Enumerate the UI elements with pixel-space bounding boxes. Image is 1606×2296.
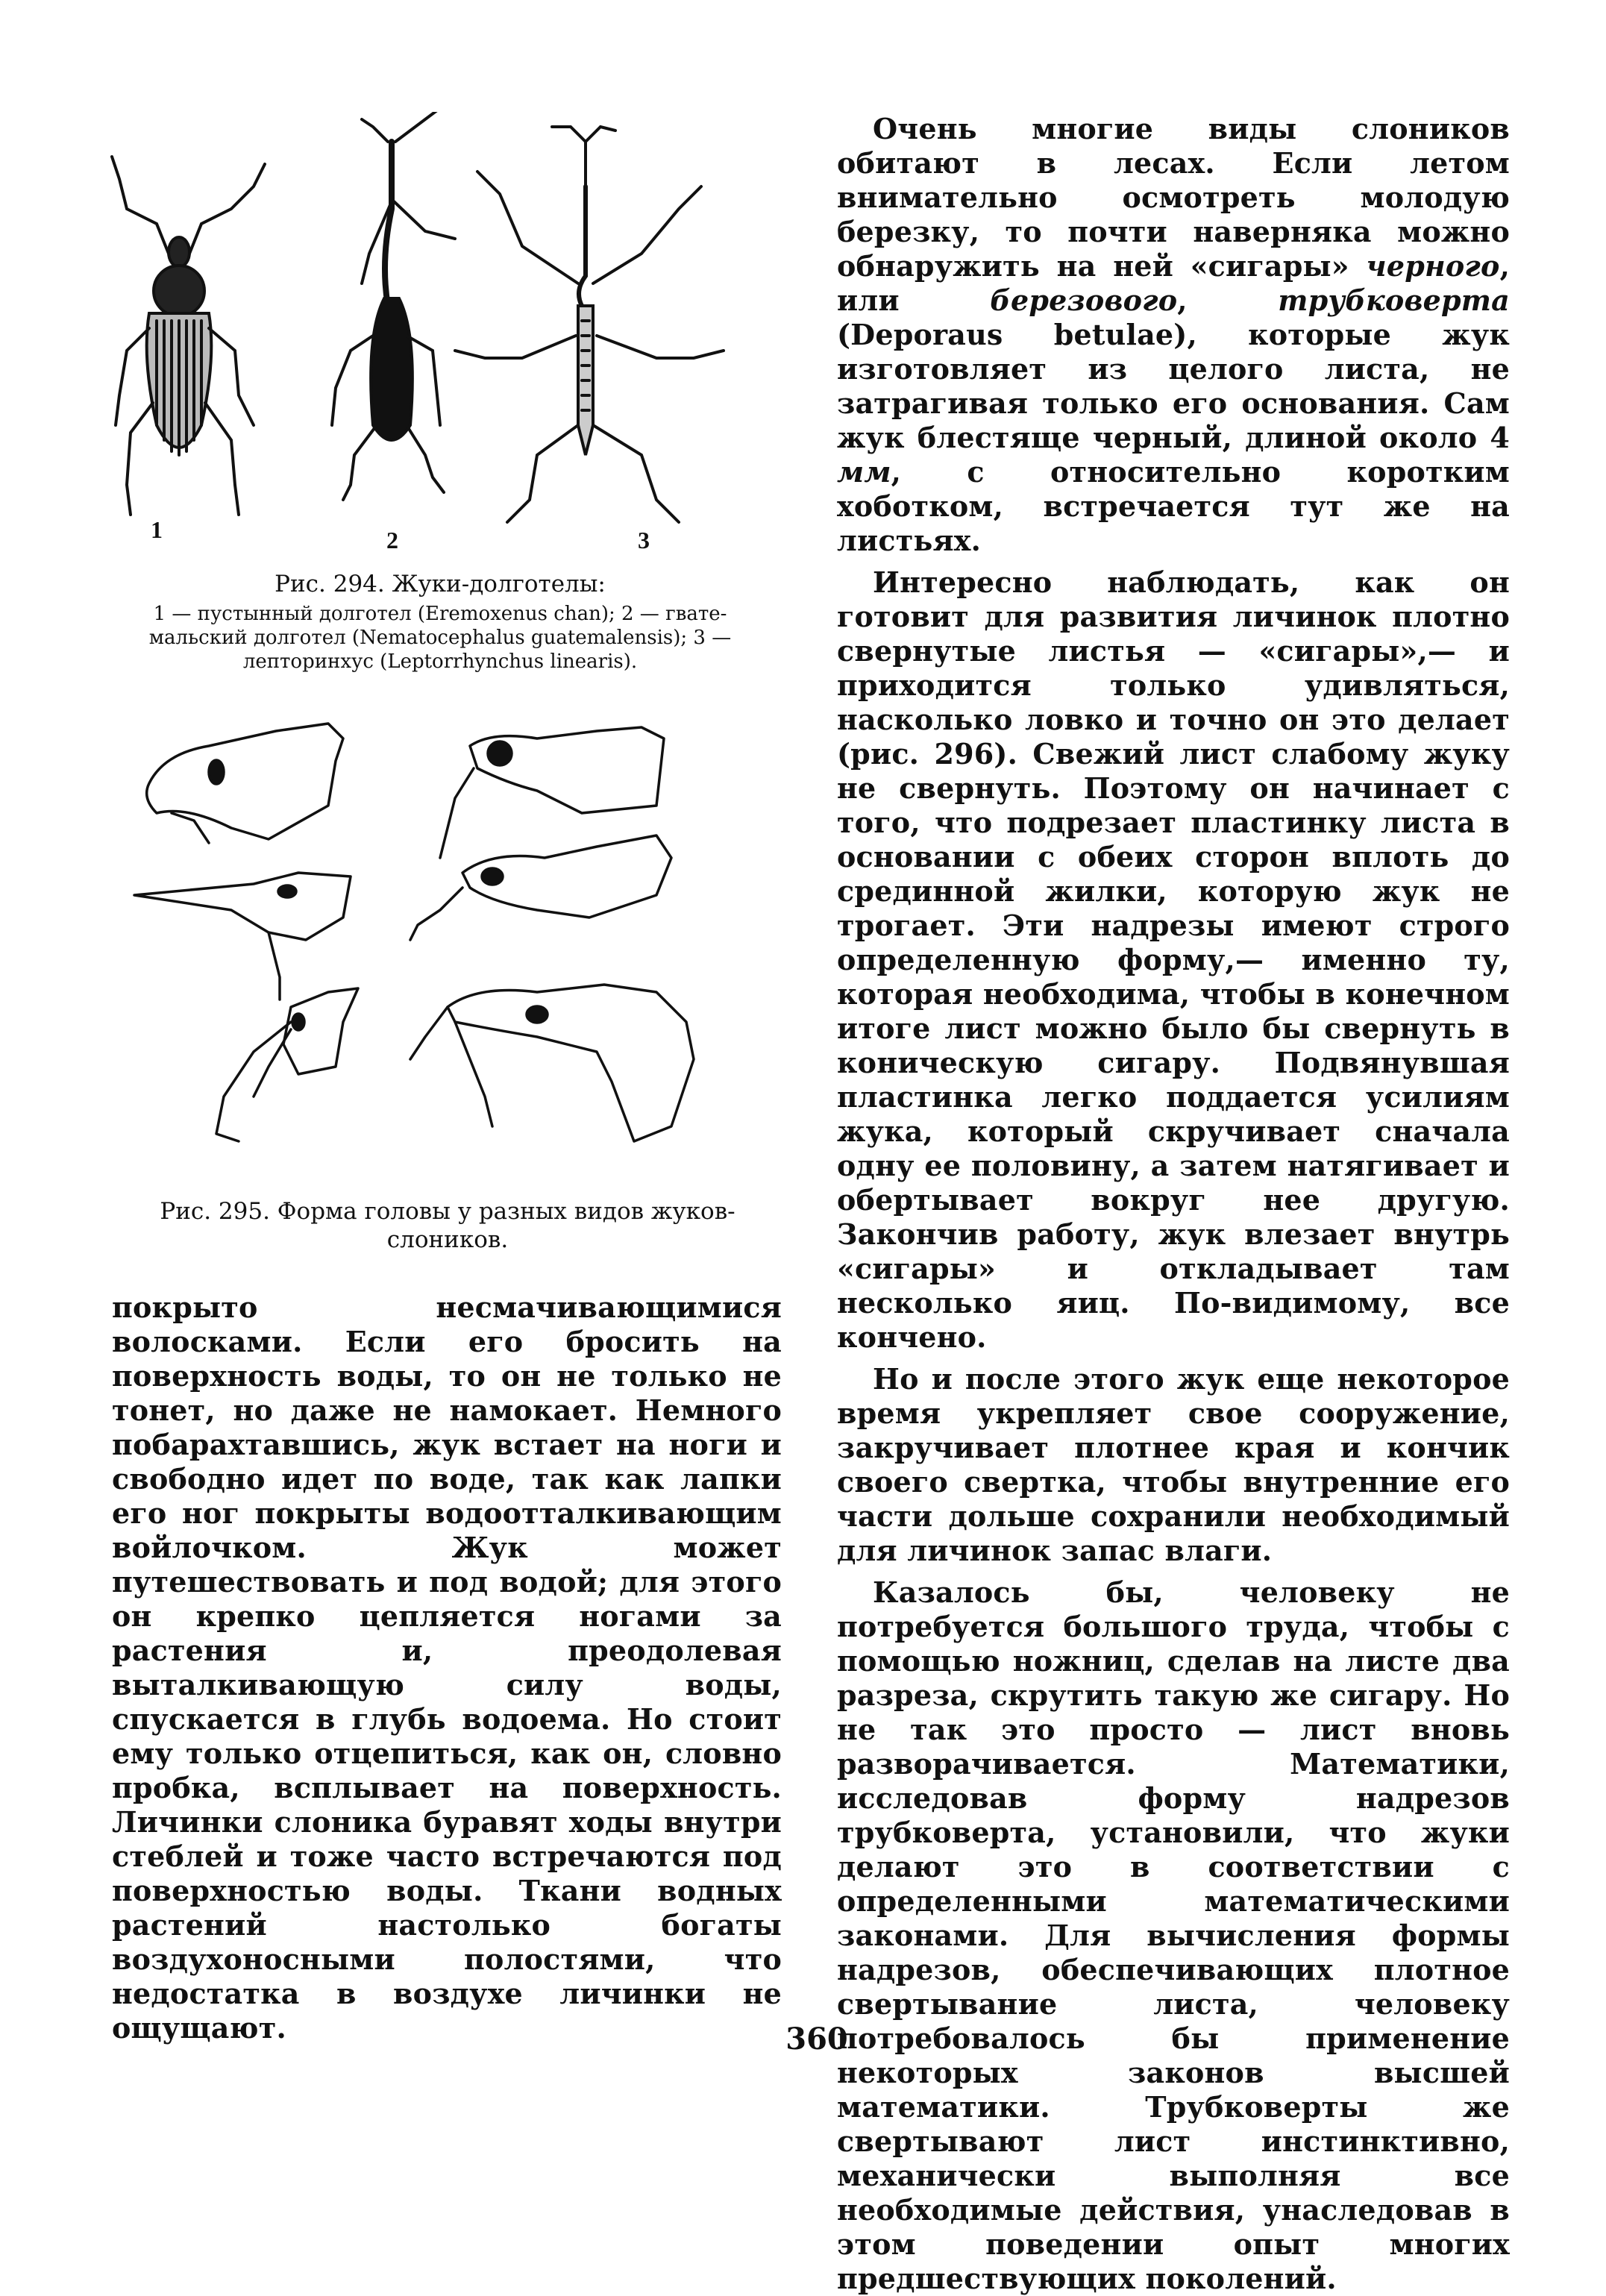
beetle-3-drawing bbox=[455, 127, 724, 522]
paragraph: Интересно наблюдать, как он готовит для развития личинок плотно свернутые листья — «сигары»,— и приходится только удивляться, насколько ловко и точно он это делает (рис. 296). Свежий лист слабому жуку не свернуть. Поэтому он начинает с того, что подрезает пластинку листа в основании с обеих сторон вплоть до срединной жилки, которую жук не трогает. Эти надрезы имеют строго определенную форму,— именно ту, которая необходима, чтобы в конечном итоге лист можно было бы свернуть в коническую сигару. Подвянувшая пластинка легко поддается усилиям жука, который скручивает сначала одну ее половину, а затем натягивает и обертывает вокруг нее другую. Закончив работу, жук влезает внутрь «сигары» и откладывает там несколько яиц. По-видимому, все кончено. bbox=[837, 565, 1510, 1354]
italic-term: березового bbox=[990, 283, 1178, 317]
text-run: , с относительно коротким хоботком, встречается тут же на листьях. bbox=[837, 455, 1510, 557]
paragraph: покрыто несмачивающимися волосками. Если его бросить на поверхность воды, то он не только не тонет, но даже не намокает. Немного побарахтавшись, жук встает на ноги и свободно идет по воде, так как лапки его ног покрыты водоотталкивающим войлочком. Жук может путешествовать и под водой; для этого он крепко цепляется ногами за растения и, преодолевая выталкивающую силу воды, спускается в глубь водоема. Но стоит ему только отцепиться, как он, словно пробка, всплывает на поверхность. Личинки слоника буравят ходы внутри стеблей и тоже часто встречаются под поверхностью воды. Ткани водных растений настолько богаты воздухоносными полостями, что недостатка в воздухе личинки не ощущают. bbox=[112, 1290, 782, 2045]
beetle-1-drawing bbox=[112, 157, 265, 515]
head-drawing bbox=[216, 988, 358, 1141]
head-drawing bbox=[134, 873, 351, 1000]
head-drawing bbox=[410, 835, 671, 940]
text-run: (Deporaus betulae), которые жук изготовляет из целого листа, не затрагивая только его основания. Сам жук блестяще черный, длиной около 4 bbox=[837, 318, 1510, 454]
figure-294-caption bbox=[104, 571, 776, 674]
page-number: 360 bbox=[785, 2021, 848, 2057]
caption-line: мальский долготел (Nematocephalus guatemalensis); 3 — bbox=[148, 627, 732, 649]
caption-line: Рис. 295. Форма головы у разных видов жуков- bbox=[160, 1198, 735, 1225]
figure-295 bbox=[119, 709, 776, 1186]
beetles-illustration bbox=[104, 112, 776, 567]
text-run: , или bbox=[837, 249, 1510, 317]
figure-294-caption-title: Рис. 294. Жуки-долготелы: bbox=[275, 571, 606, 597]
figure-label-1: 1 bbox=[151, 516, 163, 543]
paragraph: Но и после этого жук еще некоторое время укрепляет свое сооружение, закручивает плотнее края и кончик своего свертка, чтобы внутренние его части дольше сохранили необходимый для личинок запас влаги. bbox=[837, 1362, 1510, 1567]
figure-294 bbox=[104, 112, 776, 567]
text-run: , bbox=[1177, 283, 1279, 317]
italic-term: трубковерта bbox=[1278, 283, 1510, 317]
paragraph: Казалось бы, человеку не потребуется большого труда, чтобы с помощью ножниц, сделав на листе два разреза, скрутить такую же сигару. Но не так это просто — лист вновь разворачивается. Математики, исследовав форму надрезов трубковерта, установили, что жуки делают это в соответствии с определенными математическими законами. Для вычисления формы надрезов, обеспечивающих плотное свертывание листа, человеку потребовалось бы применение некоторых законов высшей математики. Трубковерты же свертывают лист инстинктивно, механически выполняя все необходимые действия, унаследовав в этом поведении опыт многих предшествующих поколений. bbox=[837, 1575, 1510, 2295]
caption-line: лепторинхус (Leptorrhynchus linearis). bbox=[242, 650, 638, 673]
italic-term: черного bbox=[1366, 249, 1500, 283]
left-text-column bbox=[112, 1290, 782, 2045]
head-drawing bbox=[440, 727, 664, 858]
italic-unit: мм bbox=[837, 455, 891, 489]
caption-line: 1 — пустынный долготел (Eremoxenus chan); 2 — гвате- bbox=[153, 603, 727, 625]
paragraph bbox=[837, 112, 1510, 558]
figure-label-3: 3 bbox=[638, 527, 650, 553]
head-drawing bbox=[147, 724, 343, 843]
figure-294-caption-body bbox=[104, 602, 776, 674]
caption-line: слоников. bbox=[386, 1226, 509, 1253]
weevil-heads-illustration bbox=[119, 709, 776, 1186]
right-text-column bbox=[837, 112, 1510, 2296]
beetle-2-drawing bbox=[332, 112, 455, 500]
figure-label-2: 2 bbox=[386, 527, 398, 553]
text-run: Очень многие виды слоников обитают в лесах. Если летом внимательно осмотреть молодую березку, то почти наверняка можно обнаружить на ней «сигары» bbox=[837, 112, 1510, 283]
figure-295-caption bbox=[104, 1197, 791, 1254]
head-drawing bbox=[410, 985, 694, 1141]
